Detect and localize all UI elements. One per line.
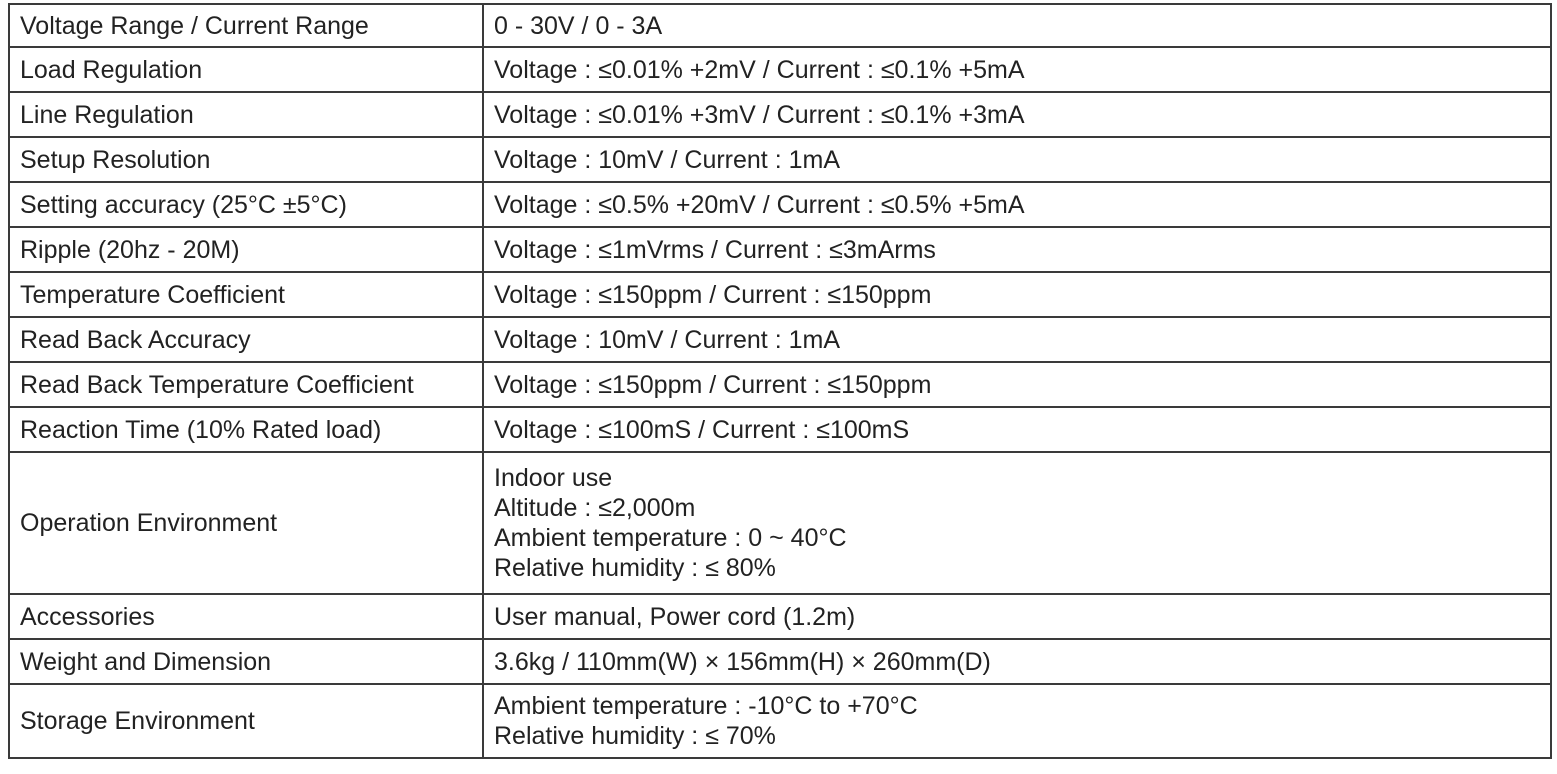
spec-value-line: Indoor use: [494, 464, 613, 492]
spec-value: 0 - 30V / 0 - 3A: [483, 4, 1551, 47]
table-row: [9, 452, 1551, 594]
spec-label: Accessories: [9, 594, 483, 639]
spec-label: Voltage Range / Current Range: [9, 4, 483, 47]
spec-value: [483, 452, 1551, 594]
table-row: [9, 317, 1551, 362]
spec-table: [8, 3, 1552, 759]
table-row: [9, 4, 1551, 47]
spec-value: Voltage : ≤0.01% +2mV / Current : ≤0.1% +5mA: [483, 47, 1551, 92]
table-row: [9, 92, 1551, 137]
table-row: [9, 227, 1551, 272]
table-row: [9, 407, 1551, 452]
spec-value-line: Ambient temperature : -10°C to +70°C: [494, 692, 918, 720]
spec-label: Storage Environment: [9, 684, 483, 758]
table-row: [9, 639, 1551, 684]
spec-label: Temperature Coefficient: [9, 272, 483, 317]
spec-value: Voltage : ≤0.5% +20mV / Current : ≤0.5% +5mA: [483, 182, 1551, 227]
spec-value-line: Relative humidity : ≤ 70%: [494, 722, 776, 750]
spec-label: Reaction Time (10% Rated load): [9, 407, 483, 452]
table-row: [9, 594, 1551, 639]
spec-value: Voltage : 10mV / Current : 1mA: [483, 137, 1551, 182]
spec-value: Voltage : ≤1mVrms / Current : ≤3mArms: [483, 227, 1551, 272]
spec-value: Voltage : ≤150ppm / Current : ≤150ppm: [483, 362, 1551, 407]
spec-label: Read Back Accuracy: [9, 317, 483, 362]
spec-value-line: Ambient temperature : 0 ~ 40°C: [494, 524, 847, 552]
spec-label: Weight and Dimension: [9, 639, 483, 684]
spec-value: Voltage : ≤150ppm / Current : ≤150ppm: [483, 272, 1551, 317]
spec-value-line: Altitude : ≤2,000m: [494, 494, 696, 522]
spec-value: Voltage : 10mV / Current : 1mA: [483, 317, 1551, 362]
spec-value-line: Relative humidity : ≤ 80%: [494, 554, 776, 582]
spec-label: Setup Resolution: [9, 137, 483, 182]
table-row: [9, 137, 1551, 182]
spec-label: Operation Environment: [9, 452, 483, 594]
spec-label: Read Back Temperature Coefficient: [9, 362, 483, 407]
spec-value: User manual, Power cord (1.2m): [483, 594, 1551, 639]
table-row: [9, 272, 1551, 317]
spec-value: Voltage : ≤100mS / Current : ≤100mS: [483, 407, 1551, 452]
spec-label: Ripple (20hz - 20M): [9, 227, 483, 272]
spec-value: [483, 684, 1551, 758]
table-row: [9, 47, 1551, 92]
spec-value: Voltage : ≤0.01% +3mV / Current : ≤0.1% +3mA: [483, 92, 1551, 137]
spec-label: Load Regulation: [9, 47, 483, 92]
spec-label: Setting accuracy (25°C ±5°C): [9, 182, 483, 227]
table-row: [9, 182, 1551, 227]
table-row: [9, 362, 1551, 407]
table-row: [9, 684, 1551, 758]
spec-value: 3.6kg / 110mm(W) × 156mm(H) × 260mm(D): [483, 639, 1551, 684]
spec-label: Line Regulation: [9, 92, 483, 137]
